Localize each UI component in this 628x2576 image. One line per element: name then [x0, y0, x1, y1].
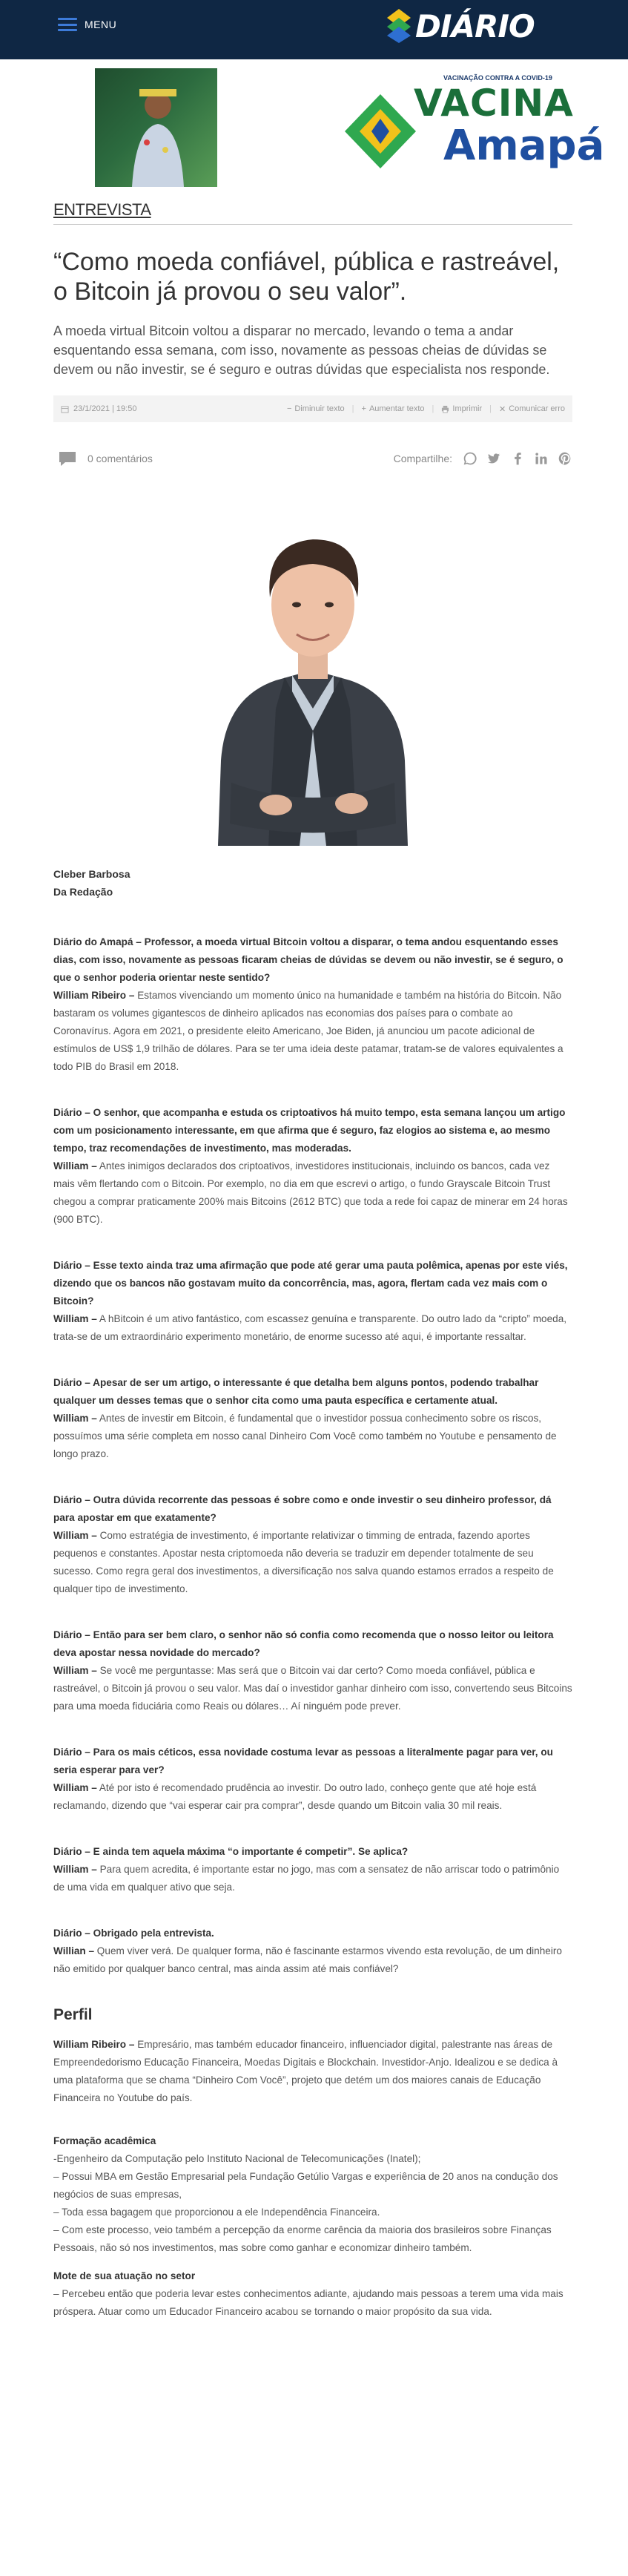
comments-count: 0 comentários	[87, 453, 153, 464]
answer-text: Até por isto é recomendado prudência ao investir. Do outro lado, conheço gente que até hoje está reclamando, dizendo que “vai esperar cair pra comprar”, desde quando um Bitcoin valia 30 mil reais.	[53, 1782, 537, 1811]
answer-text: A hBitcoin é um ativo fantástico, com escassez genuína e transparente. Do outro lado da “cripto” moeda, trata-se de um extraordinário experimento monetário, de enorme sucesso até aqui, é importante ressaltar.	[53, 1313, 567, 1342]
question-text: Diário – Esse texto ainda traz uma afirmação que pode até gerar uma pauta polêmica, apenas por este viés, dizendo que os bancos não gostavam muito da concorrência, mas, agora, flertam cada vez mais com o Bitcoin?	[53, 1260, 568, 1307]
interview-body	[53, 933, 572, 2321]
question-text: Diário do Amapá – Professor, a moeda virtual Bitcoin voltou a disparar, o tema andou esquentando esses dias, com isso, novamente as pessoas ficaram cheias de dúvidas se devem ou não investir, se é seguro, o que o senhor poderia orientar neste sentido?	[53, 936, 563, 983]
answer-text: Antes de investir em Bitcoin, é fundamental que o investidor possua conhecimento sobre os riscos, possuímos uma série completa em nosso canal Dinheiro Com Você como também no Youtube e pensamento de longo prazo.	[53, 1413, 557, 1459]
minus-icon: −	[286, 404, 292, 413]
interview-item	[53, 1104, 572, 1229]
text-tools: − Diminuir texto | + Aumentar texto | Imprimir | ✕ Comunicar erro	[286, 404, 565, 414]
answer-speaker: William –	[53, 1160, 97, 1172]
answer-speaker: William Ribeiro –	[53, 990, 135, 1001]
question-text: Diário – Apesar de ser um artigo, o interessante é que detalha bem alguns pontos, podendo trabalhar qualquer um desses temas que o senhor cita como uma pauta específica e certamente atual.	[53, 1377, 539, 1406]
logo-text: DIÁRIO	[415, 7, 535, 45]
education-item: – Com este processo, veio também a percepção da enorme carência da maioria dos brasileiros sobre Finanças Pessoais, não só nos investimentos, mas sobre como ganhar e economizar dinheiro também.	[53, 2224, 552, 2253]
diario-logo-icon	[386, 7, 412, 45]
menu-label: MENU	[85, 19, 117, 30]
publish-date	[61, 404, 136, 413]
site-logo[interactable]	[386, 7, 535, 45]
answer-speaker: William –	[53, 1413, 97, 1424]
question-text: Diário – E ainda tem aquela máxima “o importante é competir”. Se aplica?	[53, 1846, 409, 1857]
interview-item	[53, 1257, 572, 1346]
question-text: Diário – O senhor, que acompanha e estuda os criptoativos há muito tempo, esta semana lançou um artigo com um posicionamento interessante, em que afirma que é seguro, faz elogios ao sistema e, ao mesmo tempo, traz recomendações de investimento, mas moderadas.	[53, 1107, 566, 1154]
man-portrait-image	[53, 486, 572, 846]
answer-text: Para quem acredita, é importante estar no jogo, mas com a sensatez de não arriscar todo o patrimônio de uma vida em qualquer ativo que seja.	[53, 1864, 560, 1893]
answer-text: Antes inimigos declarados dos criptoativos, investidores institucionais, incluindo os bancos, cada vez mais vêm flertando com o Bitcoin. Por exemplo, no dia em que escrevi o artigo, o fundo Grayscale Bitcoin Trust chegou a comprar praticamente 200% mais Bitcoins (2612 BTC) que toda a rede foi capaz de minerar em 24 horas (900 BTC).	[53, 1160, 568, 1225]
printer-icon	[441, 405, 449, 413]
share-icons	[463, 451, 572, 466]
answer-speaker: William –	[53, 1864, 97, 1875]
interview-item	[53, 933, 572, 1076]
share-label: Compartilhe:	[393, 453, 452, 464]
person-illustration	[125, 83, 191, 187]
decrease-text-label: Diminuir texto	[294, 404, 345, 413]
comments-link[interactable]	[58, 450, 153, 467]
profile-description: Empresário, mas também educador financeiro, influenciador digital, palestrante nas áreas de Empreendedorismo Educação Financeira, Moedas Digitais e Blockchain. Investidor-Anjo. Idealizou e se dedica à uma plataforma que se chama “Dinheiro Com Você”, projeto que detém um dos maiores canais de Educação Financeira no Youtube do país.	[53, 2039, 558, 2103]
print-button[interactable]	[441, 404, 482, 413]
answer-speaker: William –	[53, 1530, 97, 1541]
author-desk: Da Redação	[53, 886, 113, 898]
comment-icon	[58, 450, 77, 467]
date-text: 23/1/2021 | 19:50	[73, 404, 137, 413]
decrease-text-button[interactable]	[287, 404, 345, 413]
interview-item	[53, 1843, 572, 1896]
interview-item	[53, 1744, 572, 1815]
answer-speaker: Willian –	[53, 1945, 95, 1956]
report-error-button[interactable]	[499, 404, 565, 414]
top-bar	[0, 0, 628, 59]
share-box	[394, 451, 572, 466]
close-icon: ✕	[498, 404, 506, 414]
question-text: Diário – Para os mais céticos, essa novidade costuma levar as pessoas a literalmente pagar para ver, ou seria esperar para ver?	[53, 1747, 553, 1775]
linkedin-icon[interactable]	[534, 451, 549, 466]
article-meta-bar	[53, 395, 572, 422]
banner-photo	[95, 68, 217, 187]
amapa-flag-graphic	[343, 91, 417, 172]
mission-heading: Mote de sua atuação no setor	[53, 2270, 196, 2281]
calendar-icon	[61, 405, 69, 413]
article-container	[53, 200, 572, 2321]
profile-heading: Perfil	[53, 2006, 93, 2023]
education-item: – Possui MBA em Gestão Empresarial pela Fundação Getúlio Vargas e experiência de 20 anos na condução dos negócios de suas empresas,	[53, 2171, 558, 2200]
answer-speaker: William –	[53, 1782, 97, 1793]
pinterest-icon[interactable]	[558, 451, 572, 466]
interview-item	[53, 1491, 572, 1598]
increase-text-button[interactable]	[362, 404, 425, 413]
education-heading: Formação acadêmica	[53, 2135, 156, 2146]
twitter-icon[interactable]	[486, 451, 501, 466]
mission-item: – Percebeu então que poderia levar estes conhecimentos adiante, ajudando mais pessoas a terem uma vida mais próspera. Atuar como um Educador Financeiro acabou se tornando o maior propósito da sua vida.	[53, 2288, 563, 2317]
banner-title-amapa: Amapá	[443, 122, 605, 170]
print-label: Imprimir	[452, 404, 483, 413]
plus-icon: +	[361, 404, 366, 413]
answer-speaker: William –	[53, 1313, 97, 1324]
byline	[53, 865, 572, 901]
vaccine-banner[interactable]	[95, 68, 628, 187]
interview-item	[53, 1925, 572, 1978]
article-headline: “Como moeda confiável, pública e rastreável, o Bitcoin já provou o seu valor”.	[53, 248, 560, 306]
author-name: Cleber Barbosa	[53, 868, 130, 880]
education-item: -Engenheiro da Computação pelo Instituto Nacional de Telecomunicações (Inatel);	[53, 2153, 421, 2164]
answer-text: Como estratégia de investimento, é importante relativizar o timming de entrada, fazendo aportes pequenos e constantes. Apostar nesta criptomoeda não deveria se traduzir em depender totalmente de seu sucesso. Como regra geral dos investimentos, a diversificação nos salva quando estamos errados a respeito de qualquer tipo de investimento.	[53, 1530, 554, 1594]
section-tag[interactable]: ENTREVISTA	[53, 200, 572, 225]
answer-text: Se você me perguntasse: Mas será que o Bitcoin vai dar certo? Como moeda confiável, pública e rastreável, o Bitcoin já provou o seu valor. Mas daí o investidor ganhar dinheiro com isso, convertendo seus Bitcoins para uma moeda fiduciária como Reais ou dólares… Aí ninguém pode prever.	[53, 1665, 572, 1712]
increase-text-label: Aumentar texto	[368, 404, 425, 413]
report-error-label: Comunicar erro	[509, 404, 565, 413]
interviewee-photo	[53, 486, 572, 846]
share-row	[53, 447, 572, 470]
interview-item	[53, 1374, 572, 1463]
whatsapp-icon[interactable]	[463, 451, 477, 466]
question-text: Diário – Outra dúvida recorrente das pessoas é sobre como e onde investir o seu dinheiro professor, dá para apostar em que exatamente?	[53, 1494, 552, 1523]
profile-name: William Ribeiro –	[53, 2039, 135, 2050]
banner-subtitle: VACINAÇÃO CONTRA A COVID-19	[443, 74, 552, 82]
article-lead: A moeda virtual Bitcoin voltou a disparar no mercado, levando o tema a andar esquentando essa semana, com isso, novamente as pessoas cheias de dúvidas se devem ou não investir, se é seguro e outras dúvidas que especialista nos responde.	[53, 323, 550, 377]
hamburger-icon	[58, 18, 77, 31]
banner-title-vacina: VACINA	[414, 82, 574, 125]
facebook-icon[interactable]	[510, 451, 525, 466]
interview-item	[53, 1626, 572, 1715]
question-text: Diário – Então para ser bem claro, o senhor não só confia como recomenda que o nosso leitor ou leitora deva apostar nessa novidade do mercado?	[53, 1629, 554, 1658]
menu-button[interactable]	[58, 18, 116, 31]
education-item: – Toda essa bagagem que proporcionou a ele Independência Financeira.	[53, 2207, 380, 2218]
question-text: Diário – Obrigado pela entrevista.	[53, 1928, 214, 1939]
profile-text	[53, 2036, 572, 2107]
answer-text: Quem viver verá. De qualquer forma, não é fascinante estarmos vivendo esta revolução, de um dinheiro não emitido por qualquer banco central, mas ainda assim até mais confiável?	[53, 1945, 562, 1974]
answer-speaker: William –	[53, 1665, 97, 1676]
answer-text: Estamos vivenciando um momento único na humanidade e também na história do Bitcoin. Não bastaram os volumes gigantescos de dinheiro aplicados nas economias dos países para o combate ao Coronavírus. Agora em 2021, o presidente eleito Americano, Joe Biden, já anunciou um pacote adicional de estímulos de US$ 1,9 trilhão de dólares. Para se ter uma ideia deste patamar, tratam-se de valores equivalentes a todo PIB do Brasil em 2018.	[53, 990, 563, 1072]
